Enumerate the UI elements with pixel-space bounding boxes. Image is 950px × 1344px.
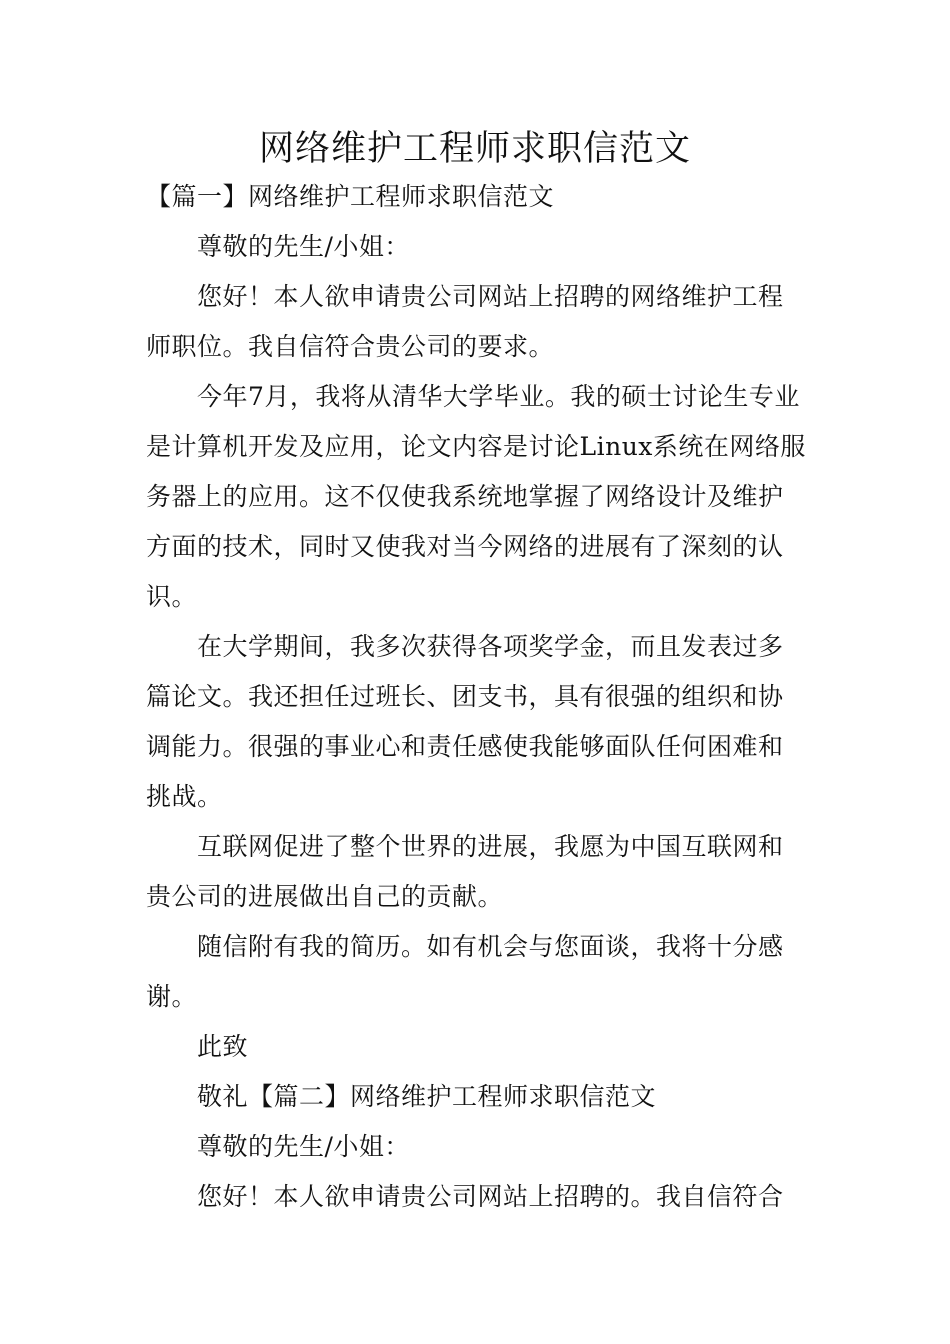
paragraph-salutation-2: 尊敬的先生/小姐：: [197, 1132, 410, 1161]
paragraph-motivation: 互联网促进了整个世界的进展，我愿为中国互联网和贵公司的进展做出自己的贡献。: [146, 832, 784, 911]
paragraph-achievements: 在大学期间，我多次获得各项奖学金，而且发表过多篇论文。我还担任过班长、团支书，具有很强的组织和协调能力。很强的事业心和责任感使我能够面队任何困难和挑战。: [146, 632, 784, 811]
paragraph-education: 今年7月，我将从清华大学毕业。我的硕士讨论生专业是计算机开发及应用，论文内容是讨论Linux系统在网络服务器上的应用。这不仅使我系统地掌握了网络设计及维护方面的技术，同时又使我对当今网络的进展有了深刻的认识。: [146, 382, 806, 611]
paragraph-closing: 此致: [197, 1032, 249, 1061]
paragraph-section-heading-1: 【篇一】网络维护工程师求职信范文: [146, 182, 555, 211]
paragraph-intro-2: 您好！本人欲申请贵公司网站上招聘的。我自信符合: [197, 1182, 784, 1211]
document-title: 网络维护工程师求职信范文: [258, 129, 691, 169]
paragraph-salutation: 尊敬的先生/小姐：: [197, 232, 410, 261]
paragraph-resume-note: 随信附有我的简历。如有机会与您面谈，我将十分感谢。: [146, 932, 784, 1011]
paragraph-intro: 您好！本人欲申请贵公司网站上招聘的网络维护工程师职位。我自信符合贵公司的要求。: [146, 282, 784, 361]
document-body: [146, 172, 806, 1222]
paragraph-section-heading-2: 敬礼【篇二】网络维护工程师求职信范文: [197, 1082, 657, 1111]
